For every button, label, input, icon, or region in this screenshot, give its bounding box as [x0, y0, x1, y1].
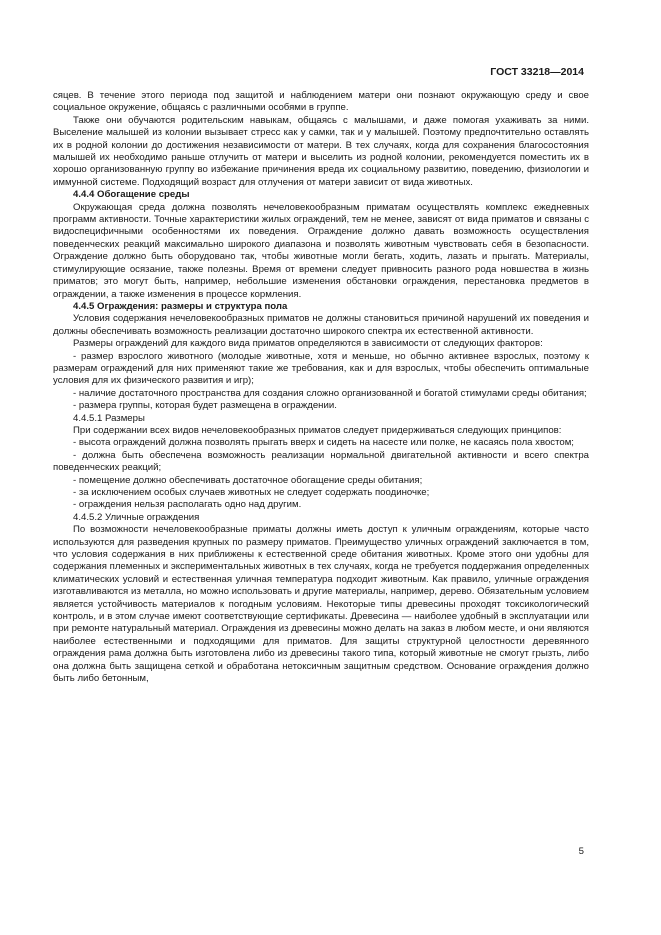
- paragraph: - размера группы, которая будет размещена в ограждении.: [73, 400, 337, 412]
- paragraph: - ограждения нельзя располагать одно над другим.: [73, 499, 302, 511]
- paragraph: Окружающая среда должна позволять нечеловекообразным приматам осуществлять комплекс ежедневных программ активности. Точные характеристики жилых ограждений, тем не менее, зависят от вида приматов и связаны с видоспецифичными особенностями их поведения. Ограждение должно давать возможность осуществления поведенческих реакций максимально широкого диапазона и позволять животным чувствовать себя в безопасности. Ограждение должно быть оборудовано так, чтобы животные могли бегать, ходить, лазать и прыгать. Материалы, стимулирующие осязание, также полезны. Время от времени следует привносить разного рода новшества в жизнь приматов; это могут быть, например, небольшие изменения обстановки ограждения, перестановка предметов в ограждении, а также изменения в процессе кормления.: [53, 201, 589, 300]
- paragraph: - за исключением особых случаев животных не следует содержать поодиночке;: [73, 487, 430, 498]
- paragraph: - помещение должно обеспечивать достаточное обогащение среды обитания;: [73, 474, 423, 486]
- paragraph: Размеры ограждений для каждого вида приматов определяются в зависимости от следующих факторов:: [73, 338, 543, 350]
- paragraph: 4.4.5.1 Размеры: [73, 412, 145, 424]
- paragraph: При содержании всех видов нечеловекообразных приматов следует придерживаться следующих принципов:: [73, 424, 562, 436]
- paragraph: Также они обучаются родительским навыкам, общаясь с малышами, и даже помогая ухаживать за ними. Выселение малышей из колонии вызывает стресс как у самки, так и у малышей. Поэтому предпочтительно оставлять их в родной колонии до достижения независимости от матери. В тех случаях, когда для сохранения благосостояния малышей их необходимо раньше отлучить от матери и выселить из родной колонии, рекомендуется поместить их в хорошо организованную группу во избежание причинения вреда их социальному развитию, поведению, физиологии и иммунной системе. Подходящий возраст для отлучения от матери зависит от вида животных.: [53, 114, 589, 188]
- paragraph: - высота ограждений должна позволять прыгать вверх и сидеть на насесте или полке, не касаясь пола хвостом;: [73, 437, 574, 449]
- page-number: 5: [578, 846, 584, 857]
- paragraph: - размер взрослого животного (молодые животные, хотя и меньше, но обычно активнее взрослых, поэтому к размерам ограждений для них применяют такие же требования, как и для взрослых, чтобы обеспечить оптимальные условия для их физического развития и игр);: [53, 350, 589, 387]
- paragraph: - наличие достаточного пространства для создания сложно организованной и богатой стимулами среды обитания;: [73, 387, 587, 399]
- paragraph: Условия содержания нечеловекообразных приматов не должны становиться причиной нарушений их поведения и должны обеспечивать возможность реализации достаточно широкого спектра их естественной активности.: [53, 313, 589, 337]
- paragraph: сяцев. В течение этого периода под защитой и наблюдением матери они познают окружающую среду и свое социальное окружение, общаясь с различными особями в группе.: [53, 90, 589, 114]
- paragraph: По возможности нечеловекообразные приматы должны иметь доступ к уличным ограждениям, которые часто используются для разведения крупных по размеру приматов. Преимущество уличных ограждений заключается в том, что условия содержания в них приближены к естественной среде обитания животных. Кроме этого они удобны для содержания племенных и экспериментальных животных в тех случаях, когда не требуется поддержания определенных климатических условий и естественная уличная температура подходит животным. Как правило, уличные ограждения изготавливаются из металла, но можно использовать и другие материалы, например, дерево. Обязательным условием является устойчивость материалов к погодным условиям. Некоторые типы древесины проходят токсикологический контроль, и в этом случае имеют соответствующие сертификаты. Древесина — наиболее удобный в эксплуатации или при ремонте натуральный материал. Ограждения из древесины можно делать на заказ в любом месте, и они являются наиболее естественными и подходящими для приматов. Для защиты структурной целостности деревянного ограждения рама должна быть изготовлена либо из древесины такого типа, который животные не смогут грызть, либо она должна быть защищена сеткой и обработана нетоксичным защитным средством. Основание ограждения должно быть либо бетонным,: [53, 524, 589, 685]
- standard-header: ГОСТ 33218—2014: [490, 66, 584, 78]
- section-heading: 4.4.5 Ограждения: размеры и структура пола: [73, 300, 288, 312]
- section-heading: 4.4.4 Обогащение среды: [73, 189, 190, 201]
- paragraph: 4.4.5.2 Уличные ограждения: [73, 511, 200, 523]
- document-body: [53, 90, 589, 686]
- paragraph: - должна быть обеспечена возможность реализации нормальной двигательной активности и всего спектра поведенческих реакций;: [53, 449, 589, 474]
